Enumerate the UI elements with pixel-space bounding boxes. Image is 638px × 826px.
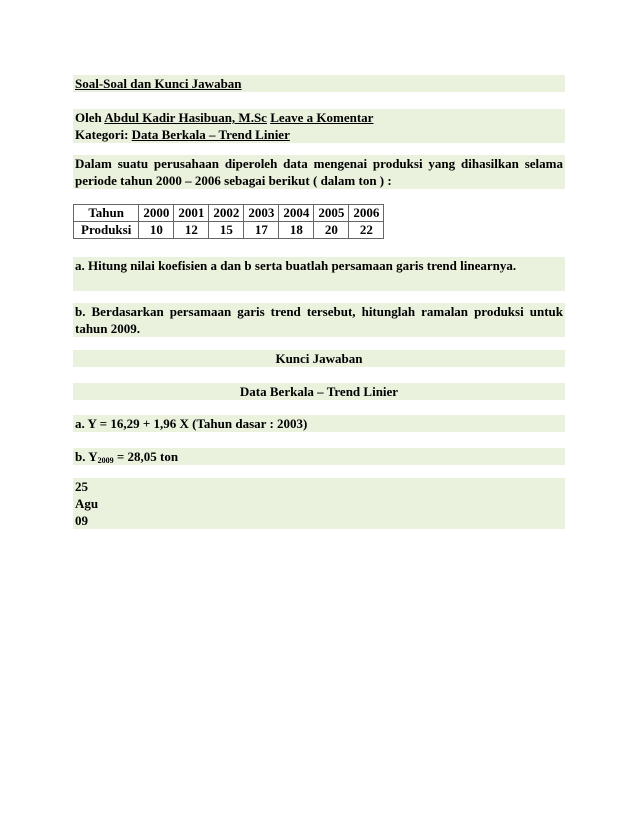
answer-heading: Kunci Jawaban xyxy=(73,350,565,367)
row-label-tahun: Tahun xyxy=(74,205,139,222)
table-row-years xyxy=(74,205,384,222)
date-day: 25 xyxy=(75,479,88,494)
production-cell: 10 xyxy=(139,222,174,239)
category-link[interactable]: Data Berkala – Trend Linier xyxy=(131,127,290,142)
author-link[interactable]: Abdul Kadir Hasibuan, M.Sc xyxy=(104,110,267,125)
answer-b-suffix: = 28,05 ton xyxy=(113,449,179,464)
byline-prefix: Oleh xyxy=(75,110,102,125)
row-label-produksi: Produksi xyxy=(74,222,139,239)
production-table xyxy=(73,204,384,239)
production-cell: 22 xyxy=(349,222,384,239)
category-line xyxy=(75,126,563,143)
date-month: Agu xyxy=(75,496,99,511)
answer-b xyxy=(73,448,565,465)
year-cell: 2002 xyxy=(209,205,244,222)
answer-b-subscript: 2009 xyxy=(97,456,114,465)
date-year: 09 xyxy=(75,513,88,528)
question-b: b. Berdasarkan persamaan garis trend tersebut, hitunglah ramalan produksi untuk tahun 2009. xyxy=(75,304,563,336)
post-title[interactable]: Soal-Soal dan Kunci Jawaban xyxy=(75,76,242,91)
title-block xyxy=(73,75,565,92)
comment-link[interactable]: Leave a Komentar xyxy=(270,110,374,125)
answer-subheading: Data Berkala – Trend Linier xyxy=(73,383,565,400)
byline xyxy=(75,109,563,126)
meta-block xyxy=(73,109,565,143)
intro-paragraph: Dalam suatu perusahaan diperoleh data mengenai produksi yang dihasilkan selama periode tahun 2000 – 2006 sebagai berikut ( dalam ton ) : xyxy=(75,156,563,188)
table-row-production xyxy=(74,222,384,239)
production-cell: 15 xyxy=(209,222,244,239)
answer-a: a. Y = 16,29 + 1,96 X (Tahun dasar : 2003) xyxy=(73,415,565,432)
year-cell: 2000 xyxy=(139,205,174,222)
year-cell: 2001 xyxy=(174,205,209,222)
year-cell: 2006 xyxy=(349,205,384,222)
year-cell: 2005 xyxy=(314,205,349,222)
category-prefix: Kategori: xyxy=(75,127,129,142)
question-a: a. Hitung nilai koefisien a dan b serta buatlah persamaan garis trend linearnya. xyxy=(73,257,565,291)
production-cell: 12 xyxy=(174,222,209,239)
year-cell: 2004 xyxy=(279,205,314,222)
production-cell: 17 xyxy=(244,222,279,239)
production-cell: 18 xyxy=(279,222,314,239)
answer-b-prefix: b. Y xyxy=(75,449,98,464)
post-date xyxy=(73,478,565,529)
year-cell: 2003 xyxy=(244,205,279,222)
production-cell: 20 xyxy=(314,222,349,239)
